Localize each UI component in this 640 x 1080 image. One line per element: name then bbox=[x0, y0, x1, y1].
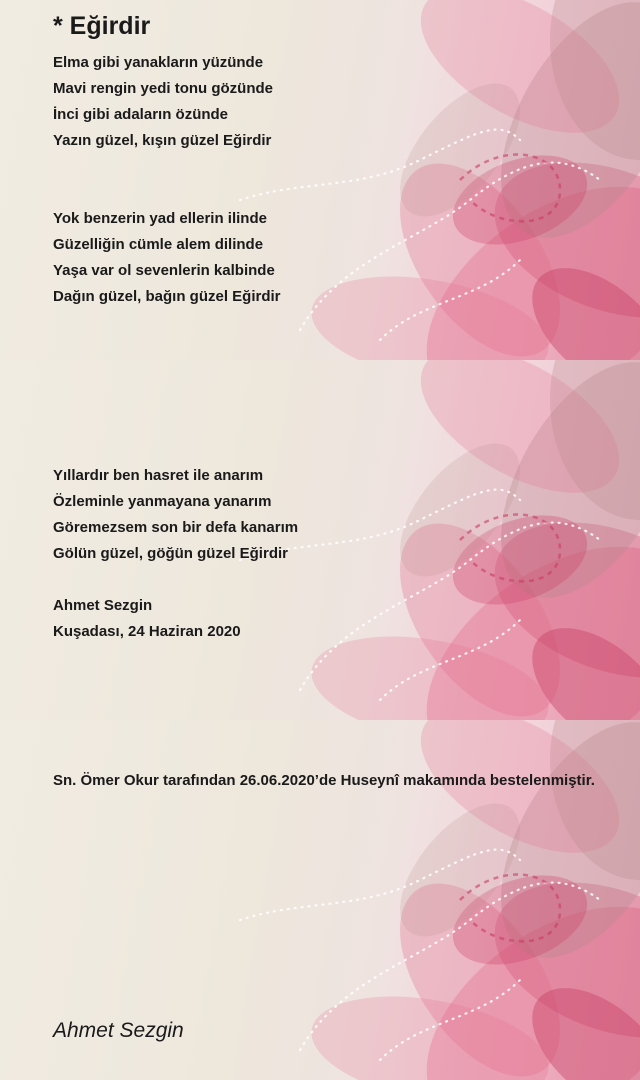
signature-block bbox=[53, 593, 241, 645]
poem-line: Yazın güzel, kışın güzel Eğirdir bbox=[53, 132, 272, 149]
stanza-1 bbox=[53, 50, 273, 154]
poem-line: Yaşa var ol sevenlerin kalbinde bbox=[53, 262, 275, 279]
stanza-3 bbox=[53, 463, 298, 567]
signature-place-date: Kuşadası, 24 Haziran 2020 bbox=[53, 623, 241, 640]
poem-line: İnci gibi adaların özünde bbox=[53, 106, 229, 123]
poem-line: Göremezsem son bir defa kanarım bbox=[53, 519, 299, 536]
poem-line: Yok benzerin yad ellerin ilinde bbox=[53, 210, 267, 227]
author-name: Ahmet Sezgin bbox=[53, 1019, 184, 1042]
poem-line: Elma gibi yanakların yüzünde bbox=[53, 54, 264, 71]
poem-line: Mavi rengin yedi tonu gözünde bbox=[53, 80, 274, 97]
poem-line: Yıllardır ben hasret ile anarım bbox=[53, 467, 264, 484]
poem-line: Dağın güzel, bağın güzel Eğirdir bbox=[53, 288, 281, 305]
poem-line: Özleminle yanmayana yanarım bbox=[53, 493, 272, 510]
poem-line: Güzelliğin cümle alem dilinde bbox=[53, 236, 264, 253]
poem-title: * Eğirdir bbox=[53, 12, 151, 40]
stanza-2 bbox=[53, 206, 281, 310]
composition-note: Sn. Ömer Okur tarafından 26.06.2020’de Huseynî makamında bestelenmiştir. bbox=[53, 772, 595, 789]
poem-line: Gölün güzel, göğün güzel Eğirdir bbox=[53, 545, 288, 562]
signature-name: Ahmet Sezgin bbox=[53, 597, 153, 614]
